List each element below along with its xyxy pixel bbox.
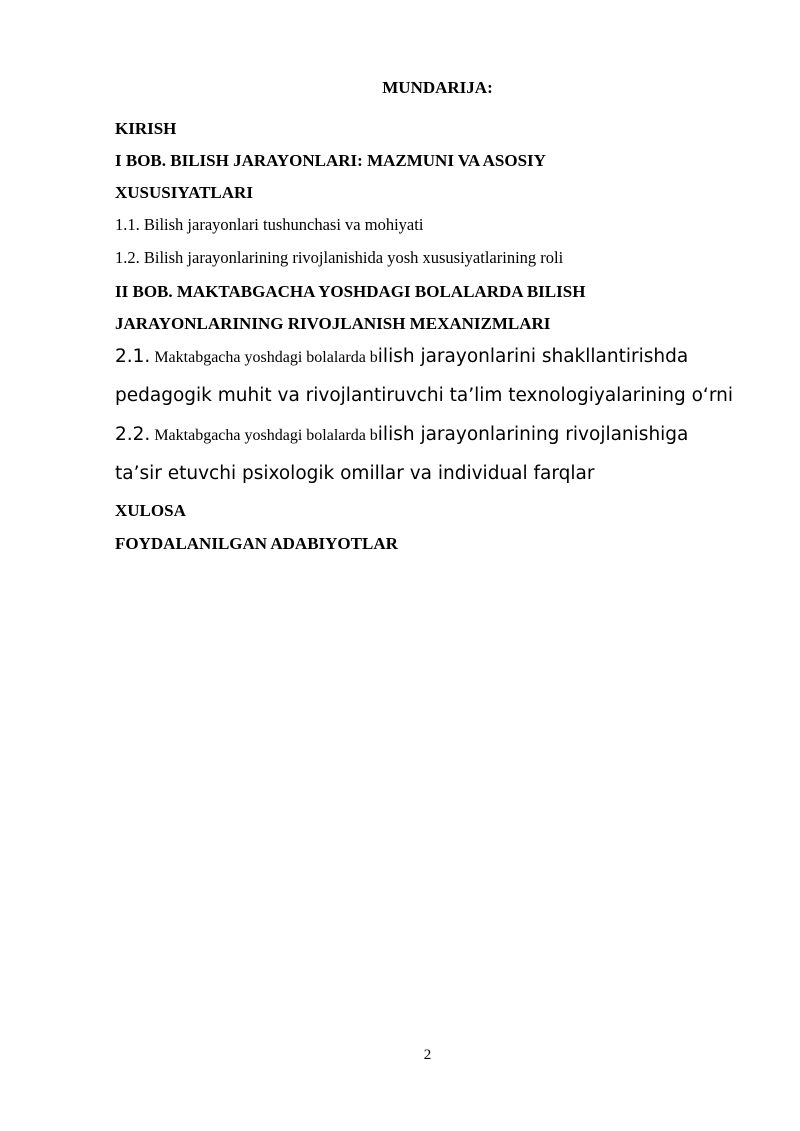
toc-section-2-1-line-1 [115, 346, 688, 367]
toc-section-1-1: 1.1. Bilish jarayonlari tushunchasi va mohiyati [115, 215, 424, 234]
toc-section-1-2: 1.2. Bilish jarayonlarining rivojlanishida yosh xususiyatlarining roli [115, 248, 564, 267]
toc-item-kirish: KIRISH [115, 119, 177, 138]
toc-section-2-2-line-1 [115, 424, 688, 445]
toc-item-xulosa: XULOSA [115, 501, 186, 520]
section-text-sans: ilish jarayonlarining rivojlanishiga [377, 424, 689, 445]
toc-chapter-1-line-1: I BOB. BILISH JARAYONLARI: MAZMUNI VA ASOSIY [115, 151, 546, 170]
toc-chapter-2-line-2: JARAYONLARINING RIVOJLANISH MEXANIZMLARI [115, 314, 551, 333]
toc-chapter-2-line-1: II BOB. MAKTABGACHA YOSHDAGI BOLALARDA BILISH [115, 282, 586, 301]
toc-section-2-1-line-2: pedagogik muhit va rivojlantiruvchi ta’lim texnologiyalarining o‘rni [115, 385, 733, 406]
toc-title: MUNDARIJA: [382, 78, 493, 97]
section-text-sans: ilish jarayonlarini shakllantirishda [377, 346, 689, 367]
page-number: 2 [423, 1047, 432, 1063]
section-text-serif: Maktabgacha yoshdagi bolalarda b [150, 427, 378, 444]
section-number: 2.1. [115, 346, 151, 367]
toc-section-2-2-line-2: ta’sir etuvchi psixologik omillar va individual farqlar [115, 463, 595, 484]
section-number: 2.2. [115, 424, 151, 445]
toc-item-adabiyotlar: FOYDALANILGAN ADABIYOTLAR [115, 534, 398, 553]
toc-chapter-1-line-2: XUSUSIYATLARI [115, 183, 253, 202]
section-text-serif: Maktabgacha yoshdagi bolalarda b [150, 349, 378, 366]
